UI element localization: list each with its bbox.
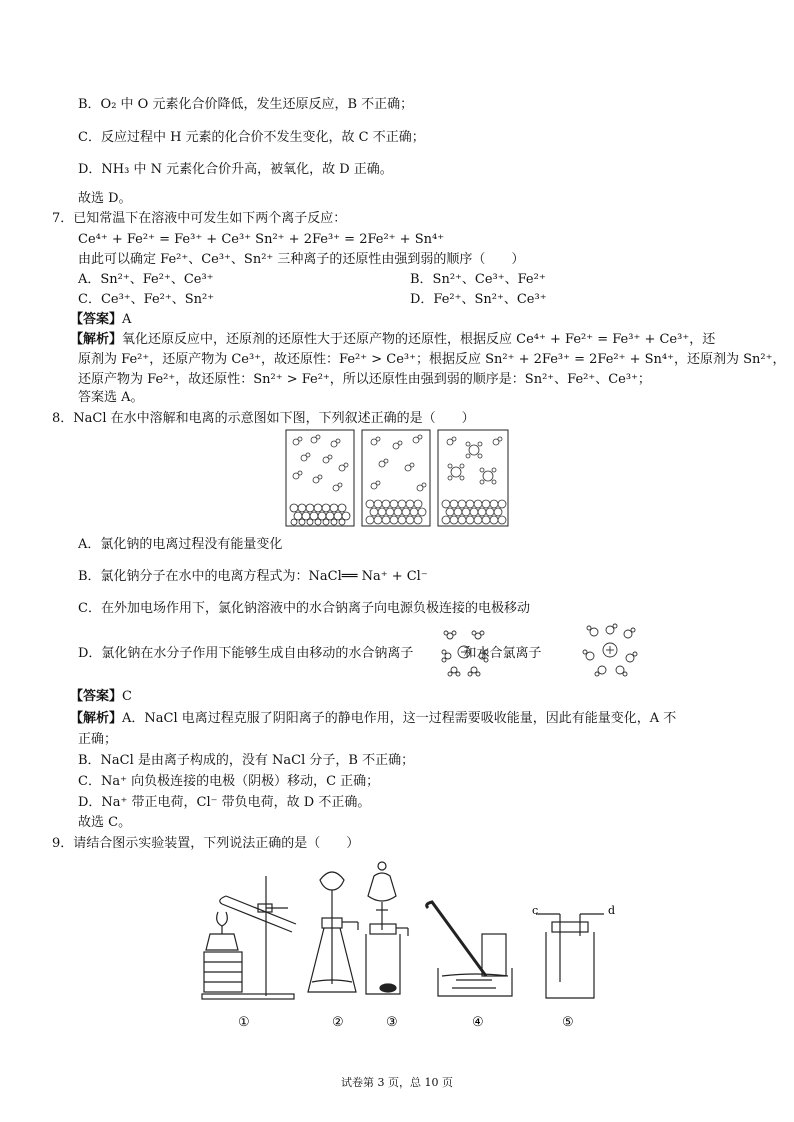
page-footer: 试卷第 3 页，总 10 页 bbox=[341, 1076, 453, 1089]
q6-option-b-analysis: B．O₂ 中 O 元素化合价降低，发生还原反应，B 不正确； bbox=[78, 97, 414, 112]
q8-option-c: C．在外加电场作用下，氯化钠溶液中的水合钠离子向电源负极连接的电极移动 bbox=[78, 601, 530, 616]
hydrated-sodium-ion-figure bbox=[440, 626, 490, 678]
answer-value: A bbox=[122, 312, 132, 327]
apparatus-label-1: ① bbox=[238, 1015, 250, 1030]
answer-value: C bbox=[122, 689, 132, 704]
q8-stem: 8．NaCl 在水中溶解和电离的示意图如下图，下列叙述正确的是（ ） bbox=[52, 411, 475, 426]
q7-answer bbox=[70, 311, 131, 329]
q7-analysis-line2: 原剂为 Fe²⁺，还原产物为 Ce³⁺，故还原性：Fe²⁺ > Ce³⁺；根据反应 Sn²⁺ + 2Fe³⁺ = 2Fe²⁺ + Sn⁴⁺，还原剂为 Sn²⁺， bbox=[78, 352, 786, 367]
q8-option-d-part1: D．氯化钠在水分子作用下能够生成自由移动的水合钠离子 bbox=[78, 646, 414, 661]
apparatus-label-3: ③ bbox=[386, 1015, 398, 1030]
q7-option-d: D．Fe²⁺、Sn²⁺、Ce³⁺ bbox=[410, 292, 547, 307]
q8-analysis-line2: 正确； bbox=[78, 732, 118, 747]
q7-analysis-line1 bbox=[70, 331, 715, 349]
q8-option-b: B．氯化钠分子在水中的电离方程式为：NaCl══ Na⁺ + Cl⁻ bbox=[78, 569, 428, 584]
q6-option-c-analysis: C．反应过程中 H 元素的化合价不发生变化，故 C 不正确； bbox=[78, 130, 425, 145]
apparatus-label-4: ④ bbox=[472, 1015, 484, 1030]
q8-answer bbox=[70, 688, 132, 706]
q8-option-a: A．氯化钠的电离过程没有能量变化 bbox=[78, 537, 283, 552]
port-d-label: d bbox=[608, 904, 616, 917]
analysis-text: A．NaCl 电离过程克服了阴阳离子的静电作用，这一过程需要吸收能量，因此有能量变化，A 不 bbox=[122, 711, 677, 726]
q8-option-d-part2: 和水合氯离子 bbox=[463, 646, 542, 661]
q8-analysis-c: C．Na⁺ 向负极连接的电极（阴极）移动，C 正确； bbox=[78, 774, 380, 789]
q6-conclusion: 故选 D。 bbox=[78, 191, 132, 206]
q7-option-c: C．Ce³⁺、Fe²⁺、Sn²⁺ bbox=[78, 292, 215, 307]
q7-ask: 由此可以确定 Fe²⁺、Ce³⁺、Sn²⁺ 三种离子的还原性由强到弱的顺序（ ） bbox=[78, 252, 525, 267]
analysis-tag: 【解析】 bbox=[70, 332, 123, 347]
q8-conclusion: 故选 C。 bbox=[78, 815, 132, 830]
apparatus-label-2: ② bbox=[332, 1015, 344, 1030]
q7-option-b: B．Sn²⁺、Ce³⁺、Fe²⁺ bbox=[410, 272, 546, 287]
q8-analysis-d: D．Na⁺ 带正电荷，Cl⁻ 带负电荷，故 D 不正确。 bbox=[78, 795, 371, 810]
q7-stem: 7．已知常温下在溶液中可发生如下两个离子反应： bbox=[52, 211, 347, 226]
q9-stem: 9．请结合图示实验装置，下列说法正确的是（ ） bbox=[52, 836, 360, 851]
q8-analysis-b: B．NaCl 是由离子构成的，没有 NaCl 分子，B 不正确； bbox=[78, 753, 415, 768]
answer-tag: 【答案】 bbox=[70, 312, 123, 327]
q7-conclusion: 答案选 A。 bbox=[78, 390, 144, 405]
apparatus-label-5: ⑤ bbox=[562, 1015, 574, 1030]
port-c-label: c bbox=[532, 904, 539, 917]
lab-apparatus-figure bbox=[196, 856, 636, 1034]
answer-tag: 【答案】 bbox=[70, 689, 123, 704]
nacl-dissolution-figure bbox=[284, 428, 512, 528]
q7-reactions: Ce⁴⁺ + Fe²⁺ = Fe³⁺ + Ce³⁺ Sn²⁺ + 2Fe³⁺ = 2Fe²⁺ + Sn⁴⁺ bbox=[78, 232, 445, 247]
q7-analysis-line3: 还原产物为 Fe²⁺，故还原性：Sn²⁺ > Fe²⁺，所以还原性由强到弱的顺序是：Sn²⁺、Fe²⁺、Ce³⁺； bbox=[78, 372, 651, 387]
q8-analysis-line1 bbox=[70, 710, 676, 728]
q6-option-d-analysis: D．NH₃ 中 N 元素化合价升高，被氧化，故 D 正确。 bbox=[78, 162, 393, 177]
analysis-text: 氧化还原反应中，还原剂的还原性大于还原产物的还原性，根据反应 Ce⁴⁺ + Fe²⁺ = Fe³⁺ + Ce³⁺，还 bbox=[122, 332, 716, 347]
hydrated-chloride-ion-figure bbox=[582, 622, 638, 678]
analysis-tag: 【解析】 bbox=[70, 711, 123, 726]
q7-option-a: A．Sn²⁺、Fe²⁺、Ce³⁺ bbox=[78, 272, 214, 287]
